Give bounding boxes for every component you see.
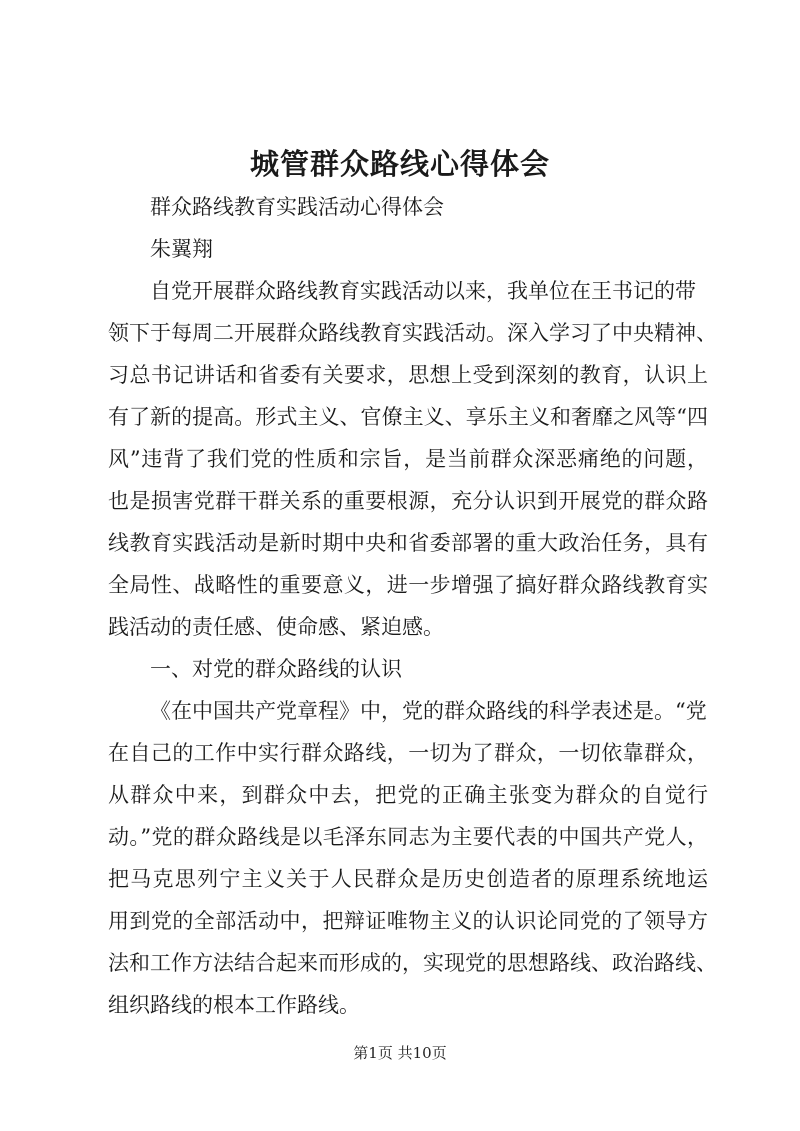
section-heading: 一、对党的群众路线的认识 [150, 657, 402, 681]
paragraph-2-line: 从群众中来，到群众中去，把党的正确主张变为群众的自觉行 [108, 783, 708, 807]
paragraph-2-line: 《在中国共产党章程》中，党的群众路线的科学表述是。“党 [150, 699, 707, 723]
paragraph-1-line: 风”违背了我们党的性质和宗旨，是当前群众深恶痛绝的问题， [108, 447, 708, 471]
paragraph-1-line: 践活动的责任感、使命感、紧迫感。 [108, 615, 444, 639]
paragraph-1-line: 有了新的提高。形式主义、官僚主义、享乐主义和奢靡之风等“四 [108, 405, 708, 429]
subtitle-line: 群众路线教育实践活动心得体会 [150, 195, 444, 219]
paragraph-1-line: 习总书记讲话和省委有关要求，思想上受到深刻的教育，认识上 [108, 363, 708, 387]
paragraph-2-line: 把马克思列宁主义关于人民群众是历史创造者的原理系统地运 [108, 867, 708, 891]
paragraph-1-line: 领下于每周二开展群众路线教育实践活动。深入学习了中央精神、 [108, 321, 717, 345]
paragraph-2-line: 组织路线的根本工作路线。 [108, 993, 360, 1017]
paragraph-1-line: 也是损害党群干群关系的重要根源，充分认识到开展党的群众路 [108, 489, 708, 513]
document-body [108, 186, 717, 1026]
paragraph-2-line: 在自己的工作中实行群众路线，一切为了群众，一切依靠群众， [108, 741, 708, 765]
paragraph-2-line: 法和工作方法结合起来而形成的，实现党的思想路线、政治路线、 [108, 951, 717, 975]
paragraph-1-line: 全局性、战略性的重要意义，进一步增强了搞好群众路线教育实 [108, 573, 708, 597]
paragraph-1-line: 自党开展群众路线教育实践活动以来，我单位在王书记的带 [150, 279, 696, 303]
author-line: 朱翼翔 [150, 237, 213, 261]
paragraph-2-line: 动。”党的群众路线是以毛泽东同志为主要代表的中国共产党人， [108, 825, 708, 849]
paragraph-1-line: 线教育实践活动是新时期中央和省委部署的重大政治任务，具有 [108, 531, 708, 555]
paragraph-2-line: 用到党的全部活动中，把辩证唯物主义的认识论同党的了领导方 [108, 909, 708, 933]
page-number-footer: 第1页 共10页 [353, 1044, 447, 1062]
document-title: 城管群众路线心得体会 [249, 147, 550, 181]
